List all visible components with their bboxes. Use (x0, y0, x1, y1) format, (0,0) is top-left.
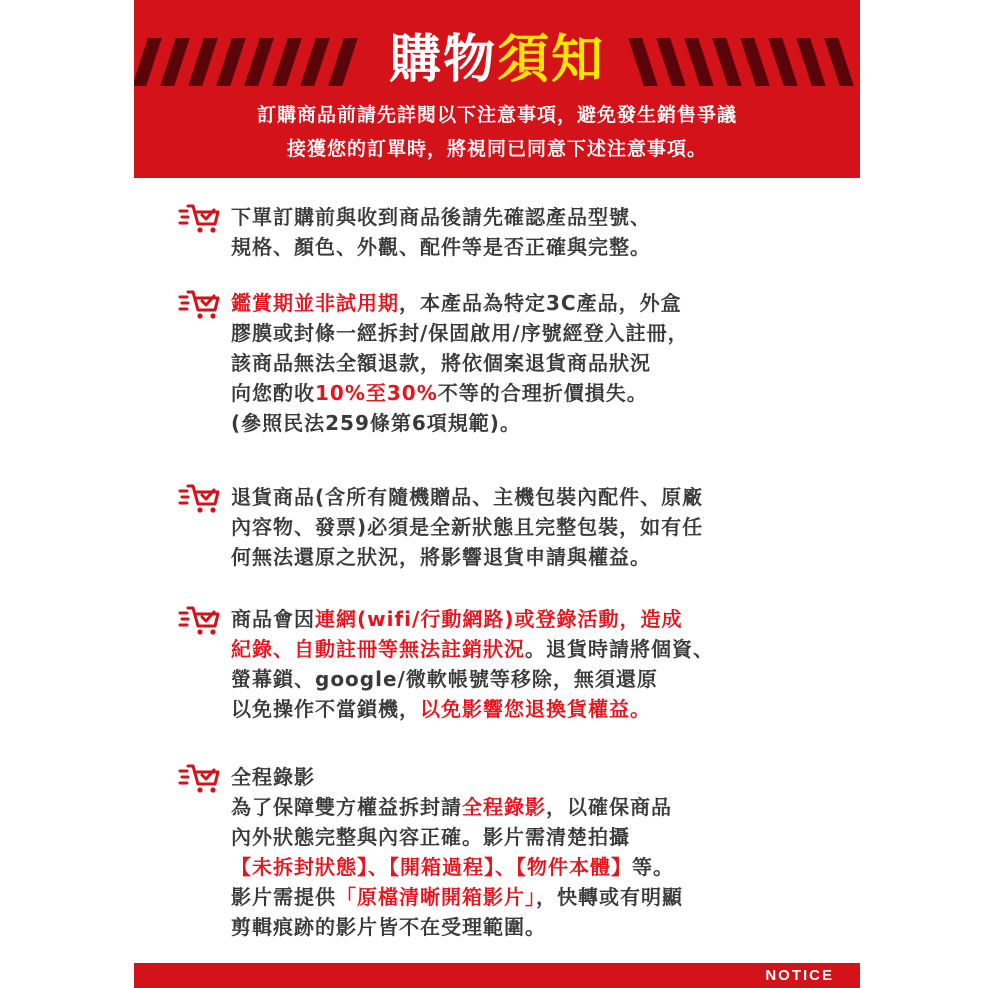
notice-text (231, 762, 851, 942)
highlight-text: 紀錄、自動註冊等無法註銷狀況 (231, 637, 525, 661)
body-text: 向您酌收 (231, 381, 315, 405)
notice-text (231, 288, 851, 438)
highlight-text: 鑑賞期並非試用期 (231, 291, 399, 315)
notice-label: NOTICE (765, 967, 834, 984)
body-text: 何無法還原之狀況，將影響退貨申請與權益。 (231, 545, 651, 569)
notice-line (231, 762, 851, 792)
notice-line (231, 822, 851, 852)
body-text: 等。 (632, 855, 674, 879)
body-text: 以免操作不當鎖機， (231, 697, 420, 721)
notice-line (231, 912, 851, 942)
notice-line (231, 202, 851, 232)
highlight-text: 連網(wifi/行動網路)或登錄活動，造成 (315, 607, 683, 631)
notice-line (231, 318, 851, 348)
body-text: 為了保障雙方權益拆封請 (231, 795, 462, 819)
notice-line (231, 348, 851, 378)
notice-line (231, 852, 851, 882)
notice-line (231, 408, 851, 438)
body-text: 退貨商品(含所有隨機贈品、主機包裝內配件、原廠 (231, 485, 704, 509)
cart-check-icon (178, 202, 222, 234)
body-text: 該商品無法全額退款，將依個案退貨商品狀況 (231, 351, 651, 375)
notice-line (231, 664, 851, 694)
notice-line (231, 604, 851, 634)
notice-line (231, 482, 851, 512)
body-text: ，本產品為特定3C產品，外盒 (399, 291, 682, 315)
notice-text (231, 482, 851, 572)
cart-check-icon (178, 288, 222, 320)
notice-text (231, 202, 851, 262)
subtitle-line-1: 訂購商品前請先詳閱以下注意事項，避免發生銷售爭議 (256, 104, 737, 126)
notice-line (231, 792, 851, 822)
body-text: 螢幕鎖、google/微軟帳號等移除，無須還原 (231, 667, 658, 691)
body-text: (參照民法259條第6項規範)。 (231, 411, 521, 435)
footer-bar (134, 963, 860, 988)
notice-line (231, 288, 851, 318)
page-title (134, 24, 860, 96)
title-white-part: 購物 (388, 30, 497, 90)
notice-line (231, 542, 851, 572)
title-yellow-part: 須知 (497, 30, 606, 90)
notice-text (231, 604, 851, 724)
body-text: 膠膜或封條一經拆封/保固啟用/序號經登入註冊， (231, 321, 689, 345)
notice-line (231, 378, 851, 408)
header-subtitle (134, 98, 860, 166)
body-text: ，以確保商品 (546, 795, 672, 819)
highlight-text: 全程錄影 (462, 795, 546, 819)
body-text: 內容物、發票)必須是全新狀態且完整包裝，如有任 (231, 515, 704, 539)
notice-line (231, 634, 851, 664)
body-text: 商品會因 (231, 607, 315, 631)
cart-check-icon (178, 604, 222, 636)
body-text: 下單訂購前與收到商品後請先確認產品型號、 (231, 205, 651, 229)
subtitle-line-2: 接獲您的訂單時，將視同已同意下述注意事項。 (286, 138, 707, 160)
highlight-text: 【未拆封狀態】、【開箱過程】、【物件本體】 (231, 855, 632, 879)
cart-check-icon (178, 482, 222, 514)
notice-line (231, 232, 851, 262)
notice-line (231, 882, 851, 912)
body-text: 規格、顏色、外觀、配件等是否正確與完整。 (231, 235, 651, 259)
notice-line (231, 512, 851, 542)
body-text: 不等的合理折價損失。 (437, 381, 648, 405)
cart-check-icon (178, 762, 222, 794)
body-text: 影片需提供 (231, 885, 336, 909)
notice-line (231, 694, 851, 724)
header-banner (134, 0, 860, 178)
body-text: 全程錄影 (231, 765, 315, 789)
body-text: 剪輯痕跡的影片皆不在受理範圍。 (231, 915, 546, 939)
body-text: ，快轉或有明顯 (536, 885, 683, 909)
body-text: 。退貨時請將個資、 (525, 637, 714, 661)
body-text: 內外狀態完整與內容正確。影片需清楚拍攝 (231, 825, 630, 849)
highlight-text: 「原檔清晰開箱影片」 (336, 885, 536, 909)
shopping-notice-card (134, 0, 860, 988)
highlight-text: 10%至30% (315, 381, 438, 405)
highlight-text: 以免影響您退換貨權益。 (420, 697, 651, 721)
